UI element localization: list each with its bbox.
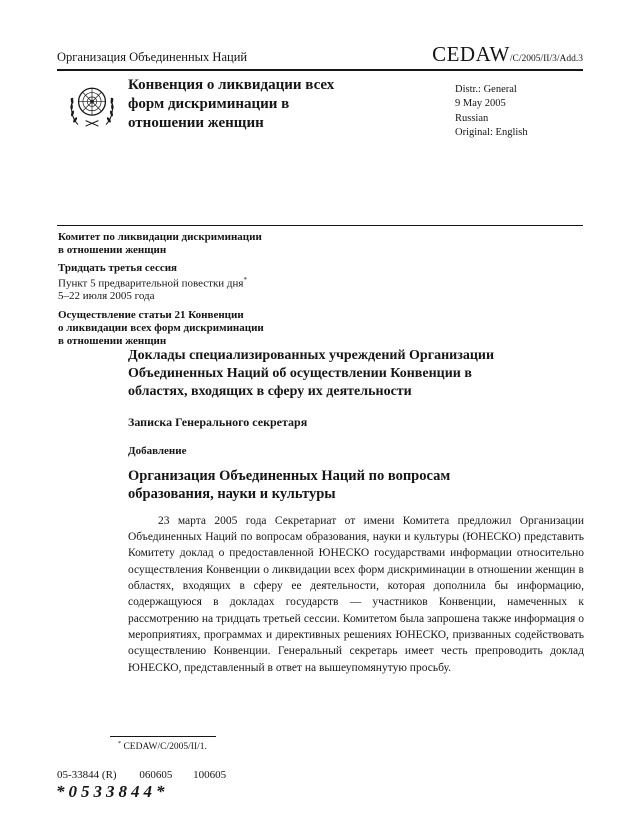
masthead-rule [57, 225, 583, 226]
committee-name-line-2: в отношении женщин [58, 244, 167, 257]
agenda-title-line-1: Осуществление статьи 21 Конвенции [58, 308, 244, 321]
document-symbol [432, 42, 583, 67]
convention-title: Конвенция о ликвидации всех форм дискриминации в отношении женщин [128, 77, 335, 132]
session-dates-line: 5–22 июля 2005 года [58, 290, 155, 303]
agenda-item-line [58, 276, 264, 291]
footnote-rule [110, 736, 216, 737]
agenda-item-text: Пункт 5 предварительной повестки дня [58, 277, 244, 290]
distribution-block [455, 83, 528, 141]
footnote-text: CEDAW/C/2005/II/1. [123, 742, 207, 753]
symbol-main: CEDAW [432, 42, 510, 66]
job-number: 05-33844 (R) [57, 769, 117, 781]
header-rule [57, 69, 583, 71]
footer-date-1: 060605 [139, 769, 173, 781]
committee-block [58, 231, 264, 348]
unesco-heading: Организация Объединенных Наций по вопросам образования, науки и культуры [128, 467, 451, 503]
footer-date-2: 100605 [193, 769, 227, 781]
original-language-line: Original: English [455, 127, 528, 139]
agenda-title-line-2: о ликвидации всех форм дискриминации [58, 321, 264, 334]
document-header [57, 42, 583, 67]
main-content [128, 347, 584, 676]
session-line: Тридцать третья сессия [58, 262, 178, 275]
barcode-text: *0533844* [56, 782, 169, 801]
document-footer [57, 769, 244, 781]
addendum-heading: Добавление [128, 444, 187, 457]
un-emblem-icon [66, 80, 118, 132]
date-line: 9 May 2005 [455, 98, 506, 110]
body-paragraph: 23 марта 2005 года Секретариат от имени Комитета предложил Организации Объединенных Наций по вопросам образования, науки и культуры (ЮНЕСКО) представить Комитету доклад о предоставленной ЮНЕСКО государствами информации относительно осуществления Конвенции о ликвидации всех форм дискриминации в отношении женщин в областях, входящих в сферу ее деятельности, которая дополнила бы информацию, содержащуюся в докладах государств — участников Конвенции, намеченных к рассмотрению на тридцать третьей сессии. Комитетом была запрошена также информация о мероприятиях, программах и директивных решениях ЮНЕСКО, призванных содействовать осуществлению Конвенции. Генеральный секретарь имеет честь препроводить доклад ЮНЕСКО, представленный в ответ на вышеупомянутую просьбу. [128, 514, 584, 674]
distr-line: Distr.: General [455, 84, 517, 95]
language-line: Russian [455, 112, 489, 124]
agenda-title-line-3: в отношении женщин [58, 334, 167, 347]
report-heading: Доклады специализированных учреждений Организации Объединенных Наций об осуществлении Конвенции в областях, входящих в сферу их деятельности [128, 348, 495, 400]
org-name: Организация Объединенных Наций [57, 50, 248, 64]
symbol-suffix: /C/2005/II/3/Add.3 [509, 54, 583, 64]
footnote-marker: * [118, 741, 122, 747]
footnote [118, 741, 207, 752]
note-heading: Записка Генерального секретаря [128, 414, 308, 429]
agenda-footnote-marker: * [243, 275, 248, 284]
committee-name-line-1: Комитет по ликвидации дискриминации [58, 231, 262, 243]
